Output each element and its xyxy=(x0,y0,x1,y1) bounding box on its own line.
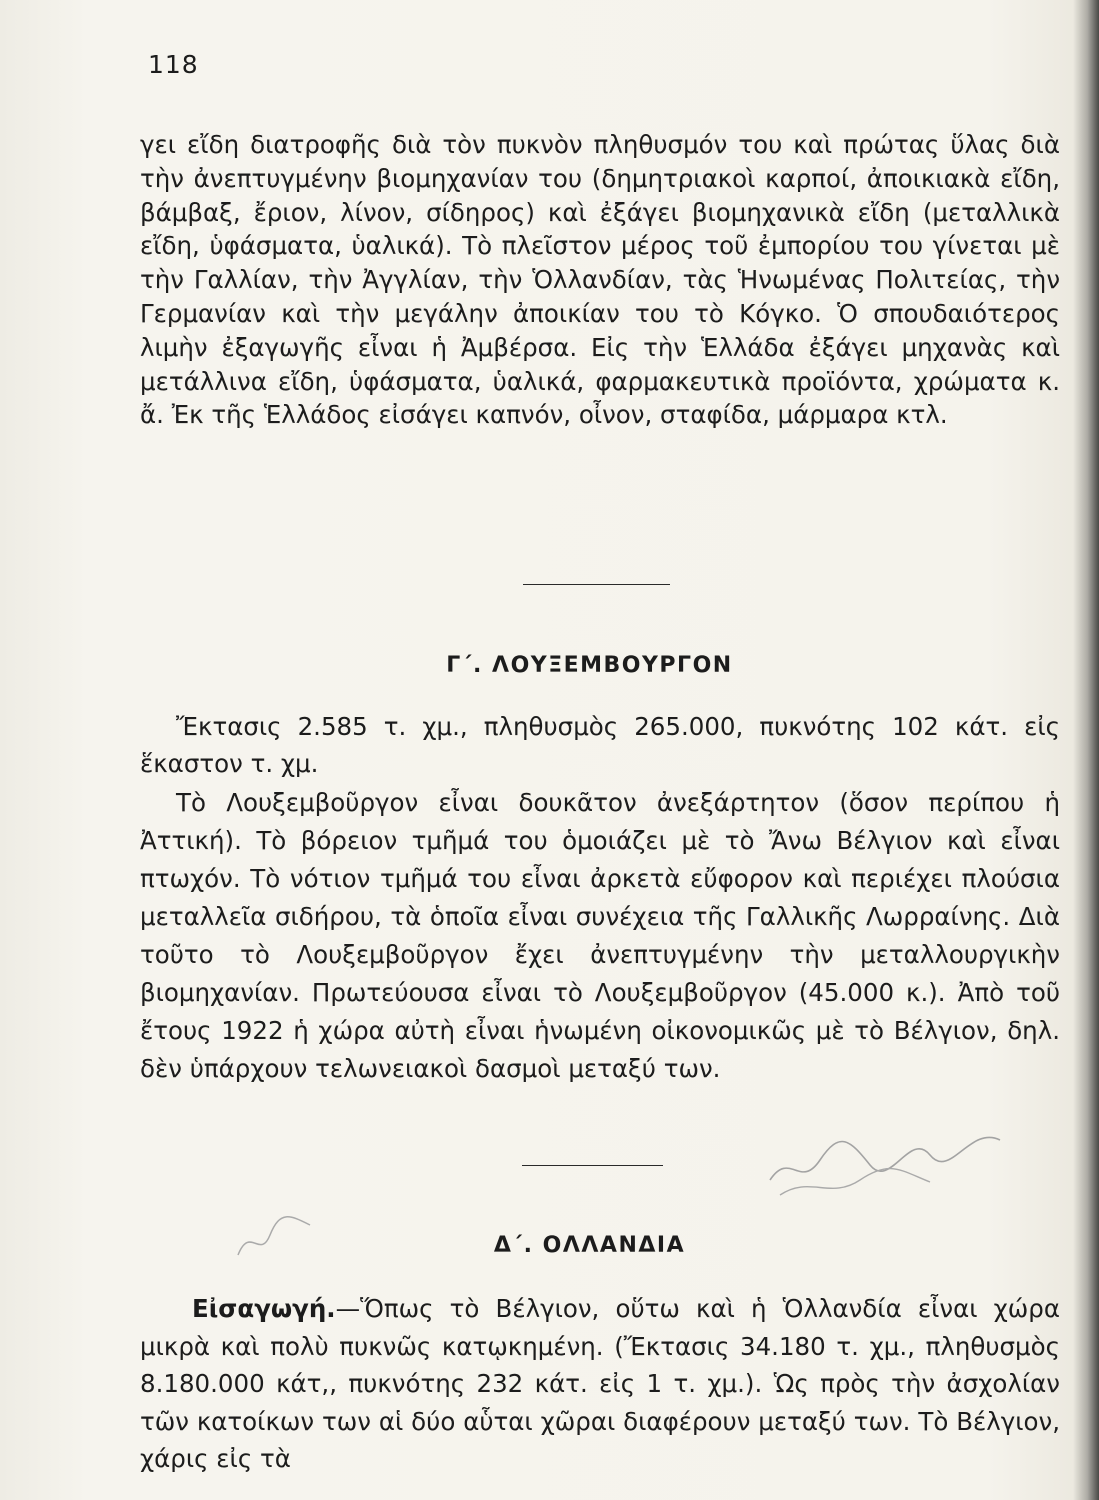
paragraph-belgium-trade: γει εἴδη διατροφῆς διὰ τὸν πυκνὸν πληθυσμόν του καὶ πρώτας ὕλας διὰ τὴν ἀνεπτυγμένην βιομηχανίαν του (δημητριακοὶ καρποί, ἀποικιακὰ εἴδη, βάμβαξ, ἔριον, λίνον, σίδηρος) καὶ ἐξάγει βιομηχανικὰ εἴδη (μεταλλικὰ εἴδη, ὑφάσματα, ὑαλικά). Τὸ πλεῖστον μέρος τοῦ ἐμπορίου του γίνεται μὲ τὴν Γαλλίαν, τὴν Ἀγγλίαν, τὴν Ὁλλανδίαν, τὰς Ἡνωμένας Πολιτείας, τὴν Γερμανίαν καὶ τὴν μεγάλην ἀποικίαν του τὸ Κόγκο. Ὁ σπουδαιότερος λιμὴν ἐξαγωγῆς εἶναι ἡ Ἀμβέρσα. Εἰς τὴν Ἑλλάδα ἐξάγει μηχανὰς καὶ μετάλλινα εἴδη, ὑφάσματα, ὑαλικά, φαρμακευτικὰ προϊόντα, χρώματα κ. ἄ. Ἐκ τῆς Ἑλλάδος εἰσάγει καπνόν, οἶνον, σταφίδα, μάρμαρα κτλ. xyxy=(140,130,1060,430)
paragraph-luxembourg-description: Τὸ Λουξεμβοῦργον εἶναι δουκᾶτον ἀνεξάρτητον (ὅσον περίπου ἡ Ἀττική). Τὸ βόρειον τμῆμά του ὁμοιάζει μὲ τὸ Ἄνω Βέλγιον καὶ εἶναι πτωχόν. Τὸ νότιον τμῆμά του εἶναι ἀρκετὰ εὔφορον καὶ περιέχει πλούσια μεταλλεῖα σιδήρου, τὰ ὁποῖα εἶναι συνέχεια τῆς Γαλλικῆς Λωρραίνης. Διὰ τοῦτο τὸ Λουξεμβοῦργον ἔχει ἀνεπτυγμένην τὴν μεταλλουργικὴν βιομηχανίαν. Πρωτεύουσα εἶναι τὸ Λουξεμβοῦργον (45.000 κ.). Ἀπὸ τοῦ ἔτους 1922 ἡ χώρα αὐτὴ εἶναι ἡνωμένη οἰκονομικῶς μὲ τὸ Βέλγιον, δηλ. δὲν ὑπάρχουν τελωνειακοὶ δασμοὶ μεταξύ των. xyxy=(140,788,1060,1083)
heading-luxembourg: Γ΄. ΛΟΥΞΕΜΒΟΥΡΓΟΝ xyxy=(446,653,733,678)
intro-text: —Ὅπως τὸ Βέλγιον, οὕτω καὶ ἡ Ὁλλανδία εἶναι χώρα μικρὰ καὶ πολὺ πυκνῶς κατῳκημένη. (Ἔκτασις 34.180 τ. χμ., πληθυσμὸς 8.180.000 κάτ,, πυκνότης 232 κάτ. εἰς 1 τ. χμ.). Ὡς πρὸς τὴν ἀσχολίαν τῶν κατοίκων των αἱ δύο αὗται χῶραι διαφέρουν μεταξύ των. Τὸ Βέλγιον, χάρις εἰς τὰ xyxy=(140,1294,1060,1473)
page-number: 118 xyxy=(148,50,199,79)
heading-netherlands: Δ΄. ΟΛΛΑΝΔΙΑ xyxy=(493,1233,686,1258)
book-spine-shadow xyxy=(1073,0,1099,1500)
pencil-scribble-icon xyxy=(760,1110,1020,1200)
section-divider xyxy=(522,1165,663,1166)
paragraph-luxembourg-stats: Ἔκτασις 2.585 τ. χμ., πληθυσμὸς 265.000, πυκνότης 102 κάτ. εἰς ἕκαστον τ. χμ. xyxy=(140,712,1060,778)
section-divider xyxy=(523,584,670,585)
paragraph-netherlands-intro xyxy=(140,1290,1060,1478)
intro-lead-label: Εἰσαγωγή. xyxy=(192,1294,336,1323)
